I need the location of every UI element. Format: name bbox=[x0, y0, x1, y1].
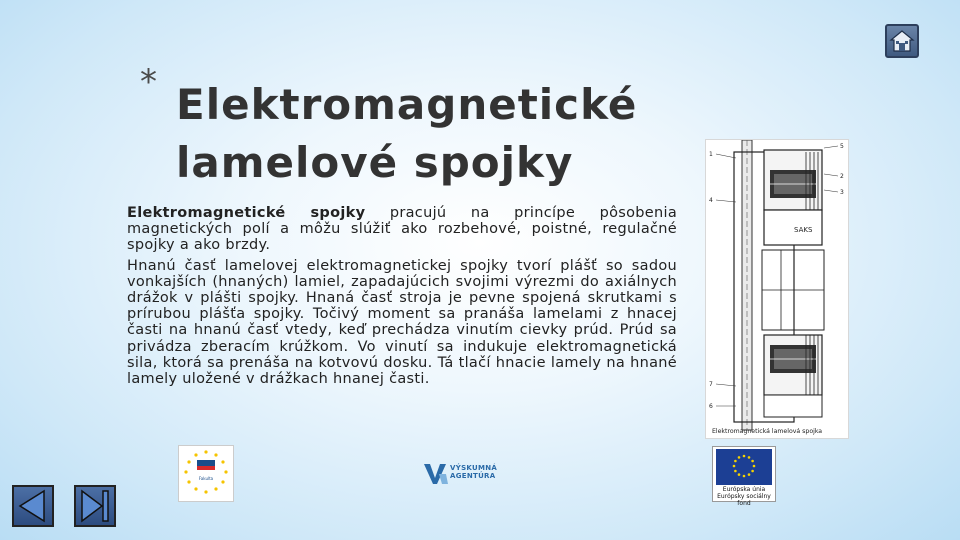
previous-slide-button[interactable] bbox=[12, 485, 54, 527]
page-title: Elektromagnetické lamelové spojky bbox=[176, 80, 638, 187]
faculty-logo-caption: Fakulta bbox=[198, 476, 214, 481]
faculty-logo bbox=[178, 445, 234, 502]
research-agency-line1: VÝSKUMNÁ bbox=[450, 464, 498, 472]
part-number: 6 bbox=[709, 403, 713, 410]
eu-caption-line1: Európska únia bbox=[722, 486, 766, 493]
home-icon bbox=[887, 26, 917, 56]
research-agency-line2: AGENTÚRA bbox=[450, 472, 496, 480]
paragraph-1 bbox=[127, 205, 677, 254]
eu-caption-line2: Európsky sociálny fond bbox=[717, 493, 771, 507]
part-number: 3 bbox=[840, 189, 844, 196]
paragraph-2: Hnanú časť lamelovej elektromagnetickej spojky tvorí plášť so sadou vonkajších (hnaných) lamiel, zapadajúcich svojimi výrezmi do axiálnych drážok v plášti spojky. Hnaná časť stroja je pevne spojená skrutkami s prírubou plášťa spojky. Točivý moment sa pranáša lamelami z hnacej časti na hnanú časť vtedy, keď prechádza vinutím cievky prúd. Prúd sa privádza zberacím krúžkom. Vo vinutí sa indukuje elektromagnetická sila, ktorá sa prenáša na kotvovú dosku. Tá tlačí hnacie lamely na hnané lamely uložené v drážkach hnanej časti. bbox=[127, 257, 677, 388]
figure-caption: Elektromagnetická lamelová spojka bbox=[712, 428, 823, 435]
previous-slide-icon bbox=[14, 487, 52, 525]
research-agency-logo bbox=[420, 460, 506, 488]
clutch-diagram-figure bbox=[706, 140, 848, 438]
part-number: 2 bbox=[840, 173, 844, 180]
part-number: 1 bbox=[709, 151, 713, 158]
part-number: 7 bbox=[709, 381, 713, 388]
home-button[interactable] bbox=[885, 24, 919, 58]
eu-flag-logo bbox=[712, 446, 776, 507]
svg-text:SAKS: SAKS bbox=[794, 226, 813, 234]
part-number: 5 bbox=[840, 143, 844, 150]
next-slide-icon bbox=[76, 487, 114, 525]
paragraph-1-text: pracujú na princípe pôsobenia magnetických polí a môžu slúžiť ako rozbehové, poistné, regulačné spojky a ako brzdy. bbox=[127, 205, 677, 254]
paragraph-1-bold: Elektromagnetické spojky bbox=[127, 205, 366, 221]
next-slide-button[interactable] bbox=[74, 485, 116, 527]
body-text bbox=[127, 205, 677, 391]
title-marker: * bbox=[140, 62, 157, 102]
part-number: 4 bbox=[709, 197, 713, 204]
